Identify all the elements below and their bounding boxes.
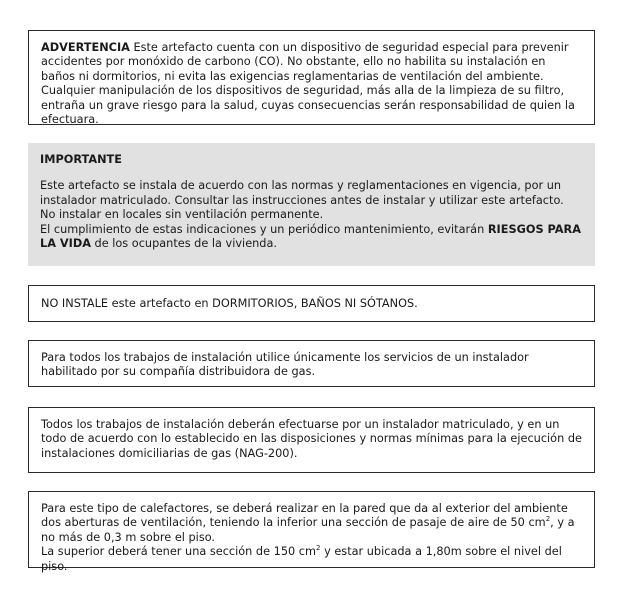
ventilation-p1-pre: Para este tipo de calefactores, se deberá realizar en la pared que da al exterior del ambiente dos aberturas de ventilación, teniendo la inferior una sección de pasaje de aire de 50 cm: [41, 502, 568, 530]
ventilation-p2-superscript: 2: [316, 544, 321, 553]
warning-label: ADVERTENCIA: [41, 41, 130, 54]
licensed-installer-text: Todos los trabajos de instalación deberán efectuarse por un instalador matriculado, y en un todo de acuerdo con lo establecido en las disposiciones y normas mínimas para la ejecución de instalaciones domiciliarias de gas (NAG-200).: [41, 418, 582, 460]
important-line-1: Este artefacto se instala de acuerdo con las normas y reglamentaciones en vigencia, por un instalador matriculado. Consultar las instrucciones antes de instalar y utilizar este artefacto.: [40, 179, 564, 207]
warning-text: Este artefacto cuenta con un dispositivo de seguridad especial para prevenir accidentes por monóxido de carbono (CO). No obstante, ello no habilita su instalación en baños ni dormitorios, ni evita las exigencias reglamentarias de ventilación del ambiente.: [41, 41, 569, 83]
important-line-2: No instalar en locales sin ventilación permanente.: [40, 208, 324, 222]
ventilation-box: [28, 491, 595, 573]
important-line-3-pre: El cumplimiento de estas indicaciones y un periódico mantenimiento, evitarán: [40, 222, 488, 236]
important-line-3-post: de los ocupantes de la vivienda.: [90, 237, 277, 251]
authorized-installer-text: Para todos los trabajos de instalación utilice únicamente los servicios de un instalador habilitado por su compañía distribuidora de gas.: [41, 351, 529, 379]
licensed-installer-box: [28, 407, 595, 473]
ventilation-p1-superscript: 2: [545, 515, 551, 524]
important-box: [28, 143, 595, 266]
ventilation-p2-pre: La superior deberá tener una sección de 150 cm: [41, 545, 317, 559]
do-not-install-box: [28, 285, 595, 322]
warning-box: [28, 30, 595, 125]
authorized-installer-box: [28, 340, 595, 387]
ventilation-paragraph-1: [41, 502, 582, 545]
ventilation-paragraph-2: [41, 545, 582, 574]
warning-paragraph-2: Cualquier manipulación de los dispositivos de seguridad, más alla de la limpieza de su filtro, entraña un grave riesgo para la salud, cuyas consecuencias serán responsabilidad de quien la efectuara.: [41, 84, 575, 127]
important-risk-text: RIESGOS PARA LA VIDA: [40, 222, 581, 251]
do-not-install-text: NO INSTALE este artefacto en DORMITORIOS, BAÑOS NI SÓTANOS.: [41, 297, 418, 310]
warning-paragraph: [41, 41, 582, 84]
ventilation-p2-post: y estar ubicada a 1,80m sobre el nivel del piso.: [41, 545, 562, 573]
ventilation-p1-post: , y a no más de 0,3 m sobre el piso.: [41, 516, 575, 544]
important-heading: IMPORTANTE: [40, 153, 122, 166]
important-line-3: [40, 223, 583, 252]
